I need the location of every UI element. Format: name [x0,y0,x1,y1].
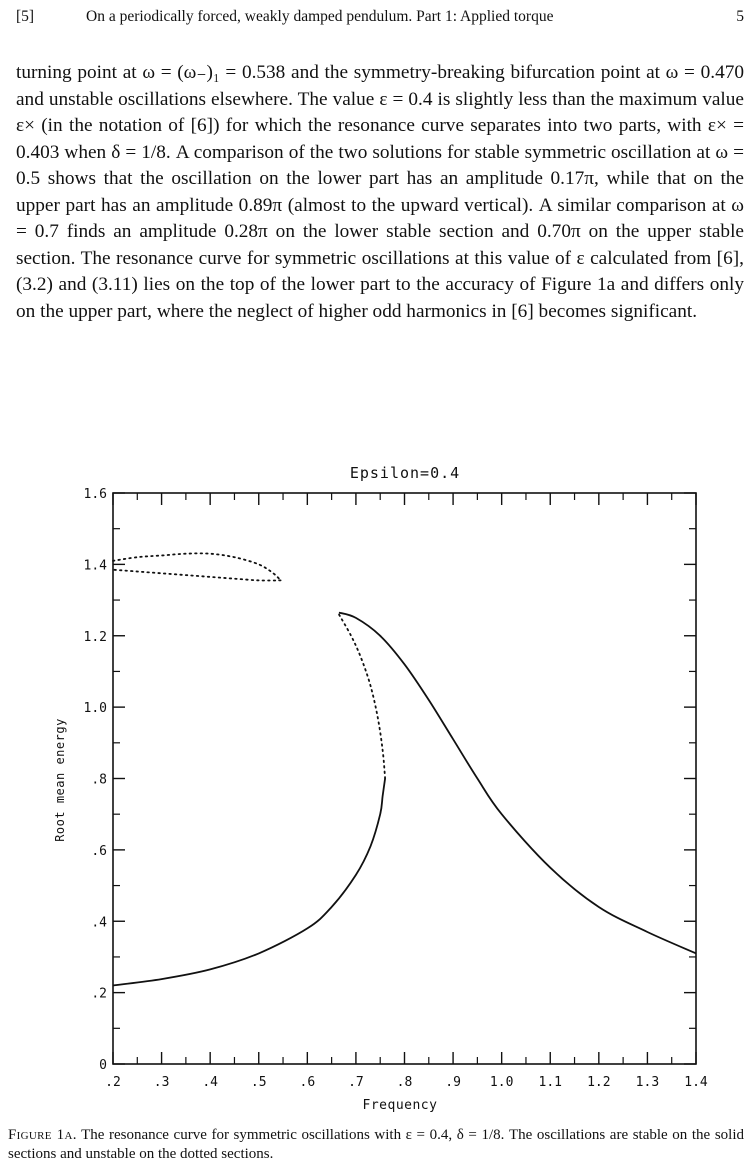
figure-1a [0,455,752,1115]
y-tick-label: 1.2 [83,629,107,645]
paragraph-text: turning point at ω = (ω₋)₁ = 0.538 and the symmetry-breaking bifurcation point at ω = 0.470 and unstable oscillations elsewhere. The value ε = 0.4 is slightly less than the maximum value ε× (in the notation of [6]) for which the resonance curve separates into two parts, with ε× = 0.403 when δ = 1/8. A comparison of the two solutions for stable symmetric oscillation at ω = 0.5 shows that the oscillation on the lower part has an amplitude 0.17π, while that on the upper part has an amplitude 0.89π (almost to the upward vertical). A similar comparison at ω = 0.7 finds an amplitude 0.28π on the lower stable section and 0.70π on the upper stable section. The resonance curve for symmetric oscillations at this value of ε calculated from [6], (3.2) and (3.11) lies on the top of the lower part to the accuracy of Figure 1a and differs only on the upper part, where the neglect of higher odd harmonics in [6] becomes significant. [16,62,744,322]
y-tick-label: .4 [91,915,107,931]
x-tick-label: 1.4 [684,1075,708,1090]
tick-marks [113,493,696,1064]
x-tick-label: .3 [153,1075,170,1090]
y-tick-label: 1.6 [83,487,107,502]
stable-curve-segment [113,779,385,986]
x-tick-label: 1.2 [587,1075,611,1090]
body-paragraph [16,60,744,325]
y-tick-label: .8 [91,772,107,788]
stable-curve-segment [339,613,696,954]
x-tick-label: .6 [299,1075,316,1090]
x-tick-label: 1.3 [635,1075,660,1090]
chart-title: Epsilon=0.4 [349,464,461,482]
unstable-curve-segment [113,570,281,581]
x-tick-label: .7 [348,1075,364,1090]
y-tick-label: .2 [91,986,107,1002]
x-tick-label: .8 [396,1075,413,1090]
unstable-curve-segment [339,614,385,778]
x-axis-label: Frequency [362,1098,438,1113]
tick-labels [84,487,708,1090]
resonance-curves [113,553,696,985]
plot-frame [113,493,696,1064]
reference-marker: [5] [16,8,35,25]
resonance-chart [0,455,752,1115]
y-tick-label: 0 [99,1058,107,1073]
x-tick-label: .4 [202,1075,218,1090]
figure-caption [8,1126,744,1164]
x-tick-label: .5 [250,1075,267,1090]
y-tick-label: 1.0 [83,701,107,717]
running-title: On a periodically forced, weakly damped pendulum. Part 1: Applied torque [86,8,554,25]
x-tick-label: 1.1 [538,1075,562,1090]
y-tick-label: .6 [91,843,107,859]
y-axis-label: Root mean energy [53,718,67,842]
caption-label: Figure 1a. [8,1127,77,1143]
page-number: 5 [736,8,744,25]
x-tick-label: .2 [105,1075,121,1090]
y-tick-label: 1.4 [83,558,107,574]
caption-text: The resonance curve for symmetric oscillations with ε = 0.4, δ = 1/8. The oscillations are stable on the solid sections and unstable on the dotted sections. [8,1127,744,1162]
x-tick-label: 1.0 [489,1075,514,1090]
page-header [16,8,744,30]
x-tick-label: .9 [445,1075,461,1090]
